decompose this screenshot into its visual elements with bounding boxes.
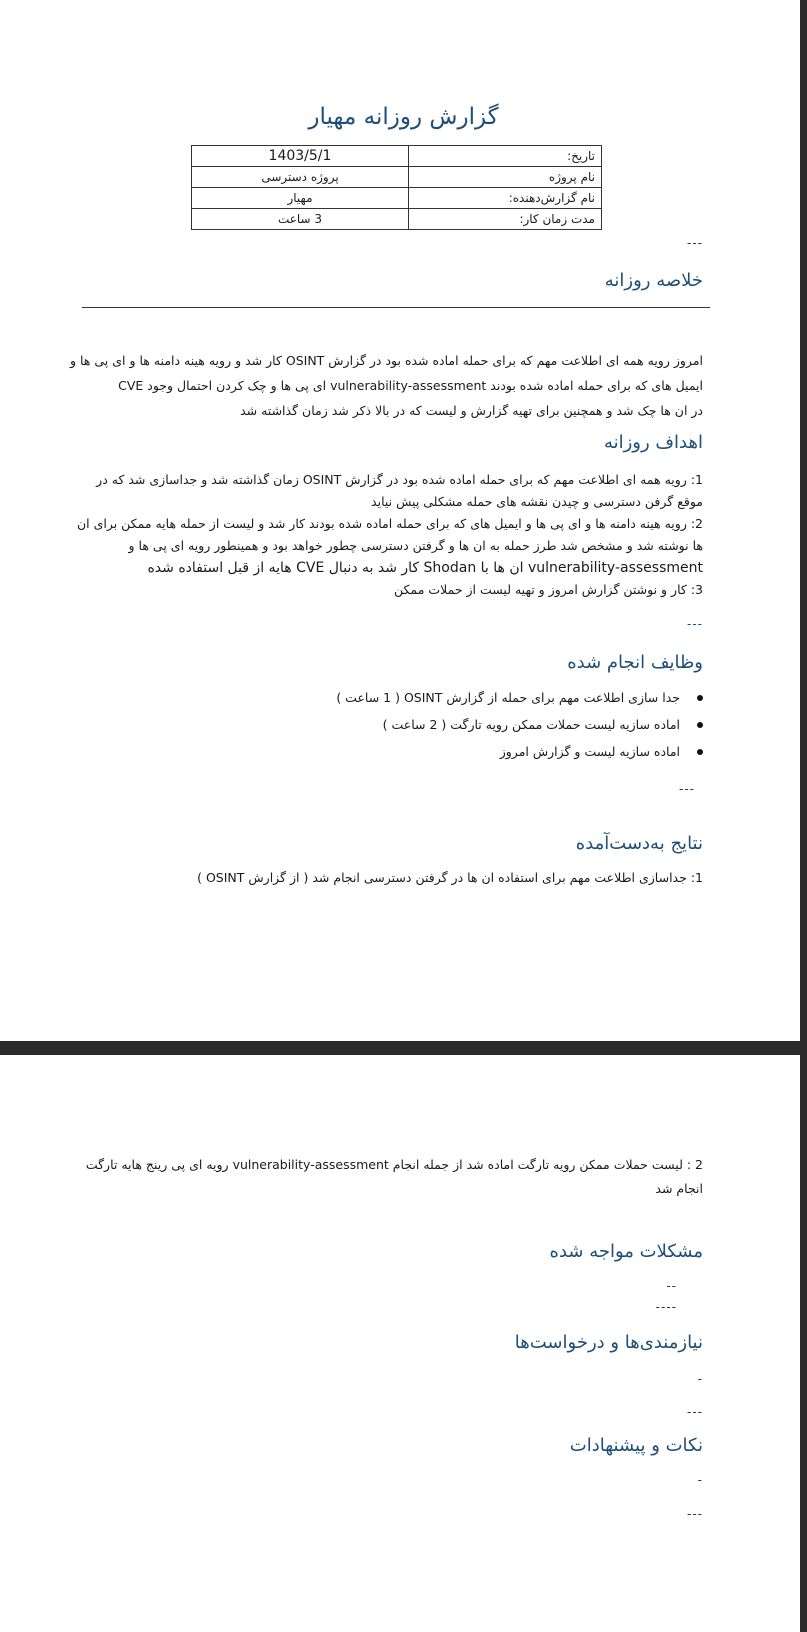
summary-heading: خلاصه روزانه — [604, 270, 703, 291]
result-line: انجام شد — [655, 1181, 703, 1196]
results-heading: نتایج به‌دست‌آمده — [575, 833, 703, 854]
info-row-reporter — [192, 188, 602, 209]
goals-heading: اهداف روزانه — [603, 432, 703, 453]
info-row-project — [192, 167, 602, 188]
divider-dashes: --- — [679, 782, 695, 796]
document-page-2 — [0, 1055, 800, 1632]
info-key: مدت زمان کار: — [409, 209, 602, 230]
goal-line: موقع گرفن دسترسی و چیدن نقشه های حمله مشکلی پیش نیاید — [371, 494, 703, 509]
info-value: 3 ساعت — [192, 209, 409, 230]
info-row-duration — [192, 209, 602, 230]
goal-line: 3: کار و نوشتن گزارش امروز و تهیه لیست از حملات ممکن — [394, 582, 703, 597]
problems-heading: مشکلات مواجه شده — [549, 1241, 703, 1262]
info-key: نام گزارش‌دهنده: — [409, 188, 602, 209]
divider-dashes: --- — [687, 236, 703, 250]
bullet-icon — [697, 749, 703, 755]
result-item-2 — [82, 1153, 703, 1201]
divider-dashes: --- — [687, 617, 703, 631]
goal-line: 2: رویه هینه دامنه ها و ای پی ها و ایمیل های که برای حمله اماده شده بودند کار شد و لیست از حمله هایه ممکن برای ان — [76, 516, 703, 531]
divider-dashes: --- — [687, 1507, 703, 1521]
summary-paragraph — [69, 348, 703, 423]
horizontal-rule — [82, 307, 710, 308]
page-separator — [0, 1041, 807, 1055]
info-row-date — [192, 146, 602, 167]
summary-line: ایمیل های که برای حمله اماده شده بودند vulnerability-assessment ای پی ها و چک کردن احتمال وجود CVE — [118, 378, 703, 393]
bullet-icon — [697, 695, 703, 701]
divider-dashes: - — [697, 1473, 703, 1487]
list-item: جدا سازی اطلاعت مهم برای حمله از گزارش OSINT ( 1 ساعت ) — [336, 684, 703, 711]
report-title: گزارش روزانه مهیار — [308, 104, 499, 130]
report-info-table — [191, 145, 602, 230]
list-item: اماده سازیه لیست حملات ممکن رویه تارگت ( 2 ساعت ) — [336, 711, 703, 738]
divider-dashes: -- — [666, 1279, 677, 1293]
tasks-heading: وظایف انجام شده — [567, 652, 703, 673]
result-item-1: 1: جداسازی اطلاعت مهم برای استفاده ان ها در گرفتن دسترسی انجام شد ( از گزارش OSINT ) — [197, 870, 703, 885]
bullet-icon — [697, 722, 703, 728]
divider-dashes: ---- — [655, 1300, 677, 1314]
divider-dashes: --- — [687, 1405, 703, 1419]
list-item: اماده سازیه لیست و گزارش امروز — [336, 738, 703, 765]
info-key: تاریخ: — [409, 146, 602, 167]
divider-dashes: - — [697, 1372, 703, 1386]
goals-list — [76, 469, 703, 601]
info-value: مهیار — [192, 188, 409, 209]
notes-heading: نکات و پیشنهادات — [569, 1435, 703, 1456]
needs-heading: نیازمندی‌ها و درخواست‌ها — [514, 1332, 703, 1353]
tasks-list — [336, 684, 703, 765]
goal-line: 1: رویه همه ای اطلاعت مهم که برای حمله اماده شده بود در گزارش OSINT زمان گذاشته شد و جداسازی شد که در — [96, 472, 703, 487]
goal-line: vulnerability-assessment ان ها با Shodan کار شد به دنبال CVE هایه از قبل استفاده شده — [147, 560, 703, 576]
window-right-edge — [800, 0, 807, 1632]
info-key: نام پروژه — [409, 167, 602, 188]
summary-line: در ان ها چک شد و همچنین برای تهیه گزارش و لیست که در بالا ذکر شد زمان گذاشته شد — [240, 403, 703, 418]
goal-line: ها نوشته شد و مشخص شد طرز حمله به ان ها و گرفتن دسترسی چطور خواهد بود و همینطور رویه ای پی ها و — [128, 538, 703, 553]
info-value: پروژه دسترسی — [192, 167, 409, 188]
result-line: 2 : لیست حملات ممکن رویه تارگت اماده شد از جمله انجام vulnerability-assessment رویه ای پی رینج هایه تارگت — [85, 1157, 703, 1172]
summary-line: امروز رویه همه ای اطلاعت مهم که برای حمله اماده شده بود در گزارش OSINT کار شد و رویه هینه دامنه ها و ای پی ها و — [69, 353, 703, 368]
info-value: 1403/5/1 — [192, 146, 409, 167]
